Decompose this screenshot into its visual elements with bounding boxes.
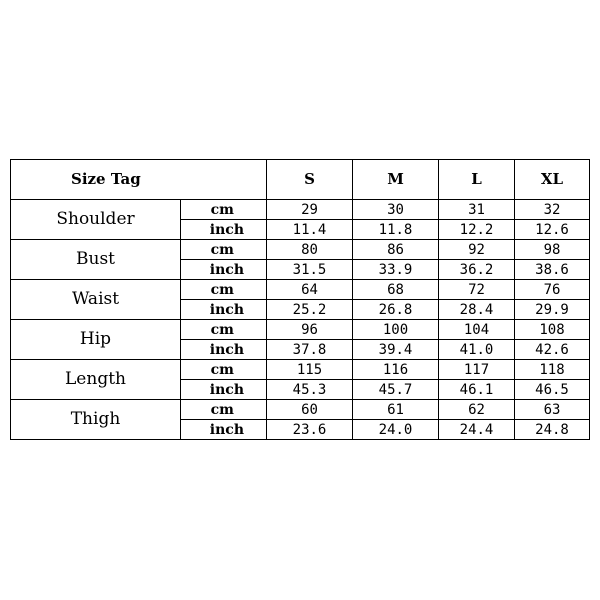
header-row	[11, 160, 590, 200]
unit-label-inch: inch	[181, 340, 267, 360]
table-cell: 92	[439, 240, 515, 260]
length-cm-row	[11, 360, 590, 380]
table-cell: 64	[267, 280, 353, 300]
size-header-xl: XL	[515, 160, 590, 200]
table-cell: 104	[439, 320, 515, 340]
size-header-l: L	[439, 160, 515, 200]
table-cell: 31.5	[267, 260, 353, 280]
measure-label-bust: Bust	[11, 240, 181, 280]
unit-label-cm: cm	[181, 400, 267, 420]
table-cell: 60	[267, 400, 353, 420]
table-cell: 118	[515, 360, 590, 380]
size-header-s: S	[267, 160, 353, 200]
measure-label-thigh: Thigh	[11, 400, 181, 440]
unit-label-cm: cm	[181, 320, 267, 340]
measure-label-length: Length	[11, 360, 181, 400]
bust-cm-row	[11, 240, 590, 260]
table-cell: 41.0	[439, 340, 515, 360]
table-cell: 42.6	[515, 340, 590, 360]
unit-label-cm: cm	[181, 240, 267, 260]
table-cell: 46.5	[515, 380, 590, 400]
table-cell: 24.0	[353, 420, 439, 440]
table-cell: 117	[439, 360, 515, 380]
table-cell: 46.1	[439, 380, 515, 400]
table-cell: 37.8	[267, 340, 353, 360]
table-cell: 33.9	[353, 260, 439, 280]
table-cell: 76	[515, 280, 590, 300]
size-header-m: M	[353, 160, 439, 200]
table-cell: 80	[267, 240, 353, 260]
table-cell: 31	[439, 200, 515, 220]
size-chart-body	[11, 160, 590, 440]
table-cell: 39.4	[353, 340, 439, 360]
thigh-cm-row	[11, 400, 590, 420]
table-cell: 11.4	[267, 220, 353, 240]
table-cell: 25.2	[267, 300, 353, 320]
table-cell: 11.8	[353, 220, 439, 240]
table-cell: 61	[353, 400, 439, 420]
table-cell: 28.4	[439, 300, 515, 320]
unit-label-cm: cm	[181, 360, 267, 380]
measure-label-hip: Hip	[11, 320, 181, 360]
unit-label-inch: inch	[181, 300, 267, 320]
table-cell: 29	[267, 200, 353, 220]
unit-label-cm: cm	[181, 200, 267, 220]
unit-label-inch: inch	[181, 380, 267, 400]
table-cell: 24.8	[515, 420, 590, 440]
table-cell: 12.6	[515, 220, 590, 240]
unit-label-inch: inch	[181, 220, 267, 240]
size-tag-header: Size Tag	[11, 160, 267, 200]
table-cell: 98	[515, 240, 590, 260]
table-cell: 68	[353, 280, 439, 300]
shoulder-cm-row	[11, 200, 590, 220]
hip-cm-row	[11, 320, 590, 340]
table-cell: 32	[515, 200, 590, 220]
table-cell: 29.9	[515, 300, 590, 320]
table-cell: 36.2	[439, 260, 515, 280]
waist-cm-row	[11, 280, 590, 300]
unit-label-inch: inch	[181, 420, 267, 440]
size-chart-table	[10, 159, 590, 440]
table-cell: 116	[353, 360, 439, 380]
table-cell: 12.2	[439, 220, 515, 240]
table-cell: 96	[267, 320, 353, 340]
table-cell: 26.8	[353, 300, 439, 320]
unit-label-inch: inch	[181, 260, 267, 280]
table-cell: 38.6	[515, 260, 590, 280]
table-cell: 45.3	[267, 380, 353, 400]
table-cell: 72	[439, 280, 515, 300]
measure-label-shoulder: Shoulder	[11, 200, 181, 240]
table-cell: 24.4	[439, 420, 515, 440]
table-cell: 63	[515, 400, 590, 420]
table-cell: 108	[515, 320, 590, 340]
table-cell: 115	[267, 360, 353, 380]
table-cell: 62	[439, 400, 515, 420]
table-cell: 30	[353, 200, 439, 220]
table-cell: 23.6	[267, 420, 353, 440]
measure-label-waist: Waist	[11, 280, 181, 320]
table-cell: 100	[353, 320, 439, 340]
unit-label-cm: cm	[181, 280, 267, 300]
table-cell: 45.7	[353, 380, 439, 400]
table-cell: 86	[353, 240, 439, 260]
